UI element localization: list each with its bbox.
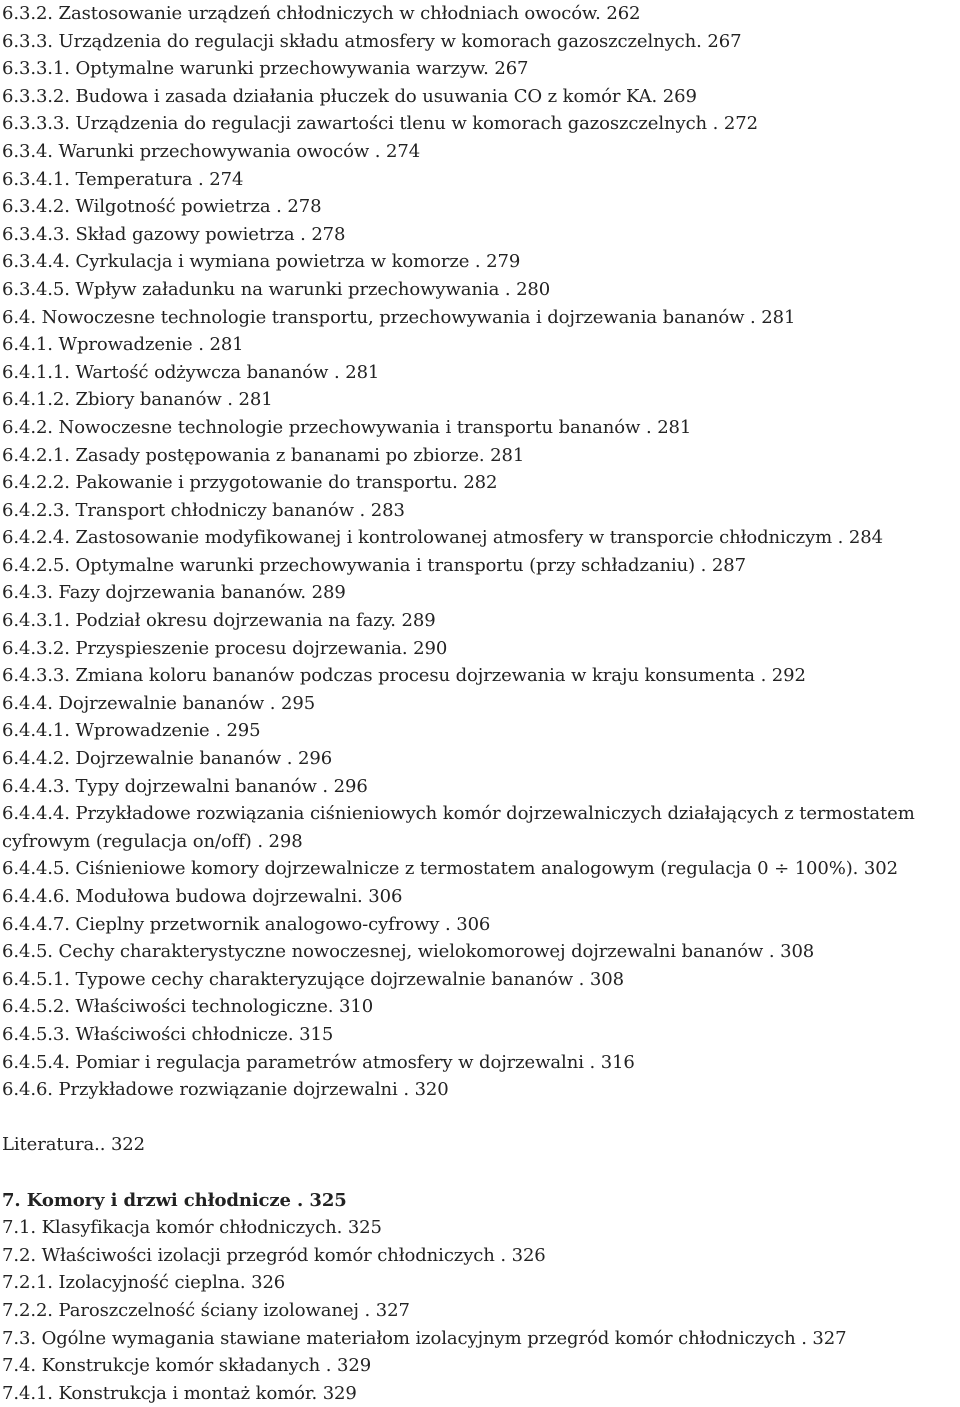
toc-entry: 7.2.1. Izolacyjność cieplna. 326 <box>2 1272 286 1294</box>
toc-entry: 6.3.2. Zastosowanie urządzeń chłodniczych w chłodniach owoców. 262 <box>2 3 641 24</box>
table-of-contents <box>2 0 958 1407</box>
toc-entry: 6.4.1.1. Wartość odżywcza bananów . 281 <box>2 361 380 383</box>
toc-entry: 6.4.5.1. Typowe cechy charakteryzujące dojrzewalnie bananów . 308 <box>2 968 624 990</box>
toc-entry: 6.4.4.3. Typy dojrzewalni bananów . 296 <box>2 775 368 797</box>
toc-entry: 7.3. Ogólne wymagania stawiane materiałom izolacyjnym przegród komór chłodniczych . 327 <box>2 1327 847 1349</box>
toc-entry: 6.3.4.2. Wilgotność powietrza . 278 <box>2 196 322 218</box>
toc-entry: 6.4.1. Wprowadzenie . 281 <box>2 334 244 356</box>
toc-entry: 6.4.5.4. Pomiar i regulacja parametrów atmosfery w dojrzewalni . 316 <box>2 1051 635 1073</box>
toc-entry: 6.4.4.4. Przykładowe rozwiązania ciśnieniowych komór dojrzewalniczych działających z termostatem cyfrowym (regulacja on/off) . 298 <box>2 803 915 852</box>
toc-entry: 6.4.6. Przykładowe rozwiązanie dojrzewalni . 320 <box>2 1079 449 1101</box>
toc-entry: 7.2.2. Paroszczelność ściany izolowanej . 327 <box>2 1299 410 1321</box>
toc-entry: 7.4.1. Konstrukcja i montaż komór. 329 <box>2 1382 357 1404</box>
toc-entry: Literatura.. 322 <box>2 1134 146 1156</box>
toc-entry: 6.4.3.2. Przyspieszenie procesu dojrzewania. 290 <box>2 637 448 659</box>
toc-entry: 6.4.5.2. Właściwości technologiczne. 310 <box>2 996 374 1018</box>
toc-entry: 6.4.3. Fazy dojrzewania bananów. 289 <box>2 582 346 604</box>
toc-entry: 6.3.4. Warunki przechowywania owoców . 274 <box>2 140 421 162</box>
toc-entry: 6.4.2.3. Transport chłodniczy bananów . 283 <box>2 499 405 521</box>
toc-entry: 6.3.3. Urządzenia do regulacji składu atmosfery w komorach gazoszczelnych. 267 <box>2 30 742 52</box>
toc-entry: 6.3.4.5. Wpływ załadunku na warunki przechowywania . 280 <box>2 278 551 300</box>
toc-entry: 6.3.4.3. Skład gazowy powietrza . 278 <box>2 223 346 245</box>
toc-entry: 6.4.5. Cechy charakterystyczne nowoczesnej, wielokomorowej dojrzewalni bananów . 308 <box>2 941 815 963</box>
toc-entry: 6.3.4.1. Temperatura . 274 <box>2 168 244 190</box>
toc-entry: 6.4.3.1. Podział okresu dojrzewania na fazy. 289 <box>2 610 436 632</box>
toc-entry: 7.2. Właściwości izolacji przegród komór chłodniczych . 326 <box>2 1244 546 1266</box>
toc-entry: 6.4.1.2. Zbiory bananów . 281 <box>2 389 273 411</box>
toc-entry: 7.4. Konstrukcje komór składanych . 329 <box>2 1355 372 1377</box>
toc-entry: 6.4. Nowoczesne technologie transportu, przechowywania i dojrzewania bananów . 281 <box>2 306 796 328</box>
toc-entry: 6.4.2.2. Pakowanie i przygotowanie do transportu. 282 <box>2 472 498 494</box>
toc-entry: 7.1. Klasyfikacja komór chłodniczych. 325 <box>2 1217 382 1239</box>
toc-entry: 6.3.3.3. Urządzenia do regulacji zawartości tlenu w komorach gazoszczelnych . 272 <box>2 113 758 135</box>
toc-entry: 6.4.4.6. Modułowa budowa dojrzewalni. 306 <box>2 886 403 907</box>
toc-entry: 6.3.4.4. Cyrkulacja i wymiana powietrza w komorze . 279 <box>2 251 521 273</box>
chapter-heading: 7. Komory i drzwi chłodnicze . 325 <box>2 1189 347 1211</box>
toc-entry: 6.4.4.2. Dojrzewalnie bananów . 296 <box>2 748 333 770</box>
toc-entry: 6.4.2.5. Optymalne warunki przechowywania i transportu (przy schładzaniu) . 287 <box>2 554 746 576</box>
toc-entry: 6.3.3.1. Optymalne warunki przechowywania warzyw. 267 <box>2 58 529 80</box>
toc-entry: 6.4.4.5. Ciśnieniowe komory dojrzewalnicze z termostatem analogowym (regulacja 0 ÷ 100%). 302 <box>2 858 898 880</box>
toc-entry: 6.4.2.1. Zasady postępowania z bananami po zbiorze. 281 <box>2 444 525 466</box>
toc-entry: 6.4.4.1. Wprowadzenie . 295 <box>2 720 261 742</box>
toc-entry: 6.4.5.3. Właściwości chłodnicze. 315 <box>2 1023 334 1045</box>
toc-entry: 6.4.3.3. Zmiana koloru bananów podczas procesu dojrzewania w kraju konsumenta . 292 <box>2 665 806 687</box>
toc-entry: 6.4.4.7. Cieplny przetwornik analogowo-cyfrowy . 306 <box>2 913 491 935</box>
toc-entry: 6.4.2. Nowoczesne technologie przechowywania i transportu bananów . 281 <box>2 416 692 438</box>
toc-entry: 6.4.2.4. Zastosowanie modyfikowanej i kontrolowanej atmosfery w transporcie chłodniczym . 284 <box>2 527 883 549</box>
toc-entry: 6.4.4. Dojrzewalnie bananów . 295 <box>2 692 316 714</box>
toc-entry: 6.3.3.2. Budowa i zasada działania płuczek do usuwania CO z komór KA. 269 <box>2 85 697 107</box>
